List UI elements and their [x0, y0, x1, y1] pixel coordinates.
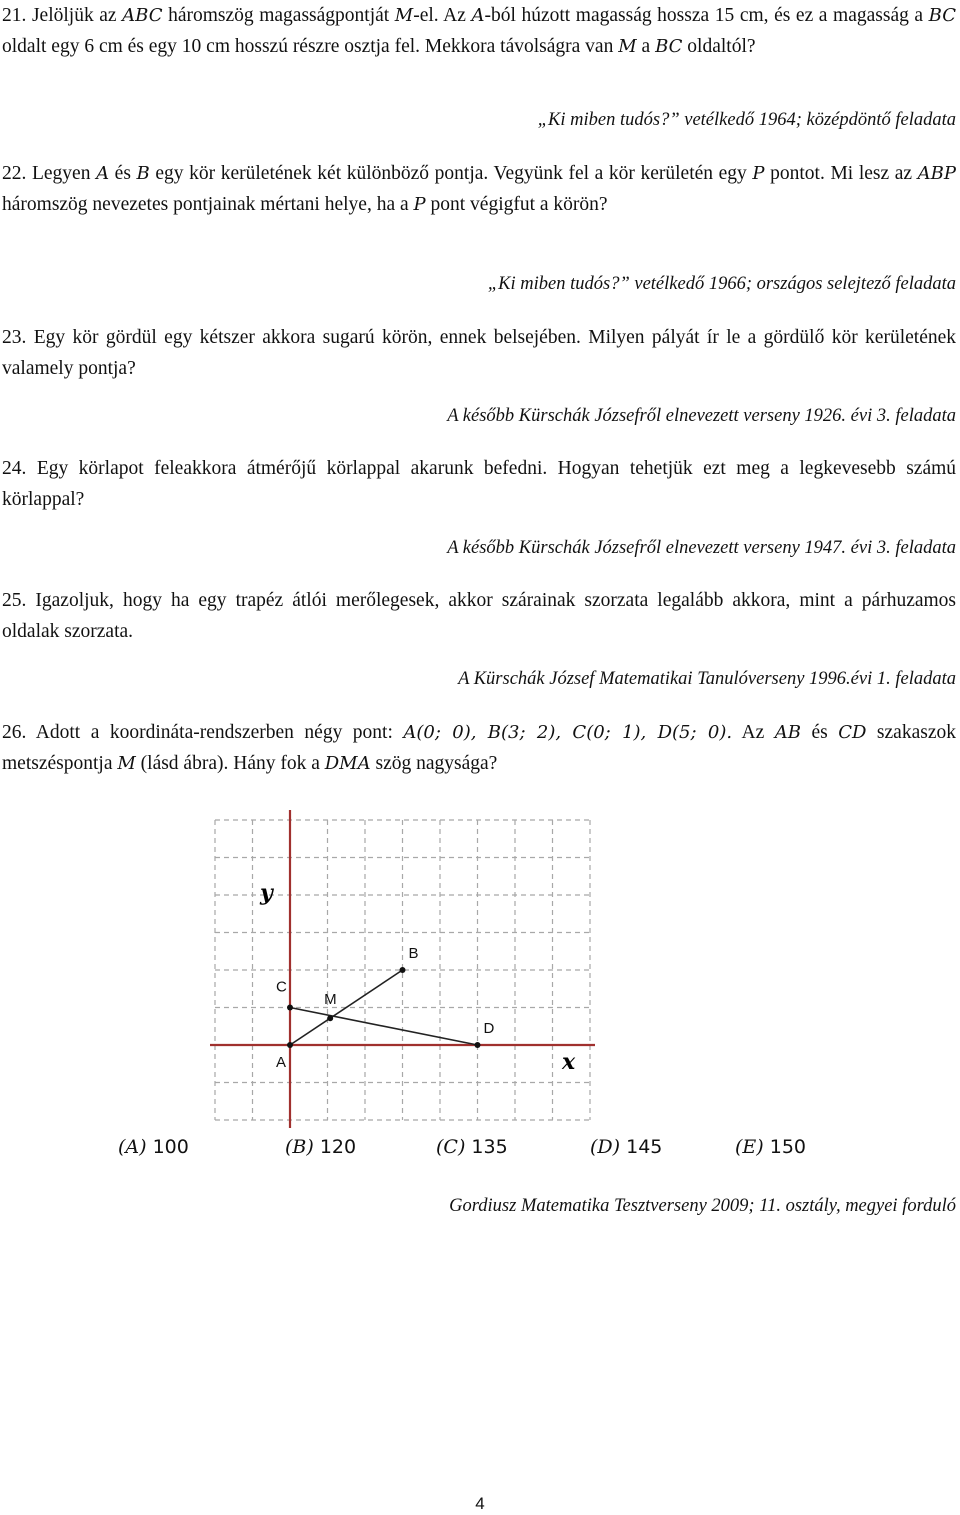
problem-23-text: 23. Egy kör gördül egy kétszer akkora sugarú körön, ennek belsejében. Milyen pályát ír le a gördülő kör kerületének valamely pontja?: [2, 327, 957, 379]
answer-option-b: (B) 120: [285, 1136, 357, 1158]
problem-24-text: 24. Egy körlapot feleakkora átmérőjű körlappal akarunk befedni. Hogyan tehetjük ezt meg a legkevesebb számú körlappal?: [2, 458, 957, 510]
problem-21-source: „Ki miben tudós?” vetélkedő 1964; középdöntő feladata: [537, 110, 956, 130]
answer-option-a: (A) 100: [118, 1136, 189, 1158]
problem-24-source: A később Kürschák Józsefről elnevezett verseny 1947. évi 3. feladata: [447, 538, 956, 558]
point-label-b: B: [408, 945, 419, 962]
problem-23-source: A később Kürschák Józsefről elnevezett verseny 1926. évi 3. feladata: [447, 406, 956, 426]
problem-25: [2, 585, 956, 647]
problem-26: [2, 717, 956, 779]
point-a: [287, 1042, 293, 1048]
problem-22-source: „Ki miben tudós?” vetélkedő 1966; országos selejtező feladata: [487, 274, 956, 294]
page-number: 4: [475, 1494, 485, 1513]
problem-24: [2, 453, 956, 515]
point-d: [475, 1042, 481, 1048]
point-label-d: D: [483, 1020, 495, 1037]
coordinate-figure: [200, 808, 620, 1128]
point-label-c: C: [276, 978, 287, 996]
answer-option-c: (C) 135: [436, 1136, 508, 1158]
problem-26-text: 26. Adott a koordináta-rendszerben négy pont: A(0; 0), B(3; 2), C(0; 1), D(5; 0). Az AB és CD szakaszok metszéspontja M (lásd ábra). Hány fok a DMA szög nagysága?: [2, 722, 956, 774]
answer-option-e: (E) 150: [735, 1136, 807, 1158]
problem-23: [2, 322, 956, 384]
problem-25-text: 25. Igazoljuk, hogy ha egy trapéz átlói merőlegesek, akkor szárainak szorzata legalább akkora, mint a párhuzamos oldalak szorzata.: [2, 590, 957, 642]
point-c: [287, 1005, 293, 1011]
answer-option-d: (D) 145: [590, 1136, 663, 1158]
y-axis-label: y: [260, 880, 273, 906]
point-b: [400, 967, 406, 973]
problem-22: [2, 158, 956, 220]
problem-21-text: 21. Jelöljük az ABC háromszög magasságpontját M-el. Az A-ból húzott magasság hossza 15 cm, és ez a magasság a BC oldalt egy 6 cm és egy 10 cm hosszú részre osztja fel. Mekkora távolságra van M a BC oldaltól?: [2, 5, 956, 57]
point-label-a: A: [276, 1054, 287, 1071]
answer-options: [118, 1136, 838, 1170]
point-label-m: M: [324, 991, 337, 1009]
problem-25-source: A Kürschák József Matematikai Tanulóverseny 1996.évi 1. feladata: [458, 669, 956, 689]
problem-22-text: 22. Legyen A és B egy kör kerületének két különböző pontja. Vegyünk fel a kör kerületén egy P pontot. Mi lesz az ABP háromszög nevezetes pontjainak mértani helye, ha a P pont végigfut a körön?: [2, 163, 957, 215]
point-m: [327, 1015, 333, 1021]
problem-26-source: Gordiusz Matematika Tesztverseny 2009; 11. osztály, megyei forduló: [449, 1196, 956, 1216]
x-axis-label: x: [562, 1049, 576, 1075]
problem-21: [2, 0, 956, 62]
